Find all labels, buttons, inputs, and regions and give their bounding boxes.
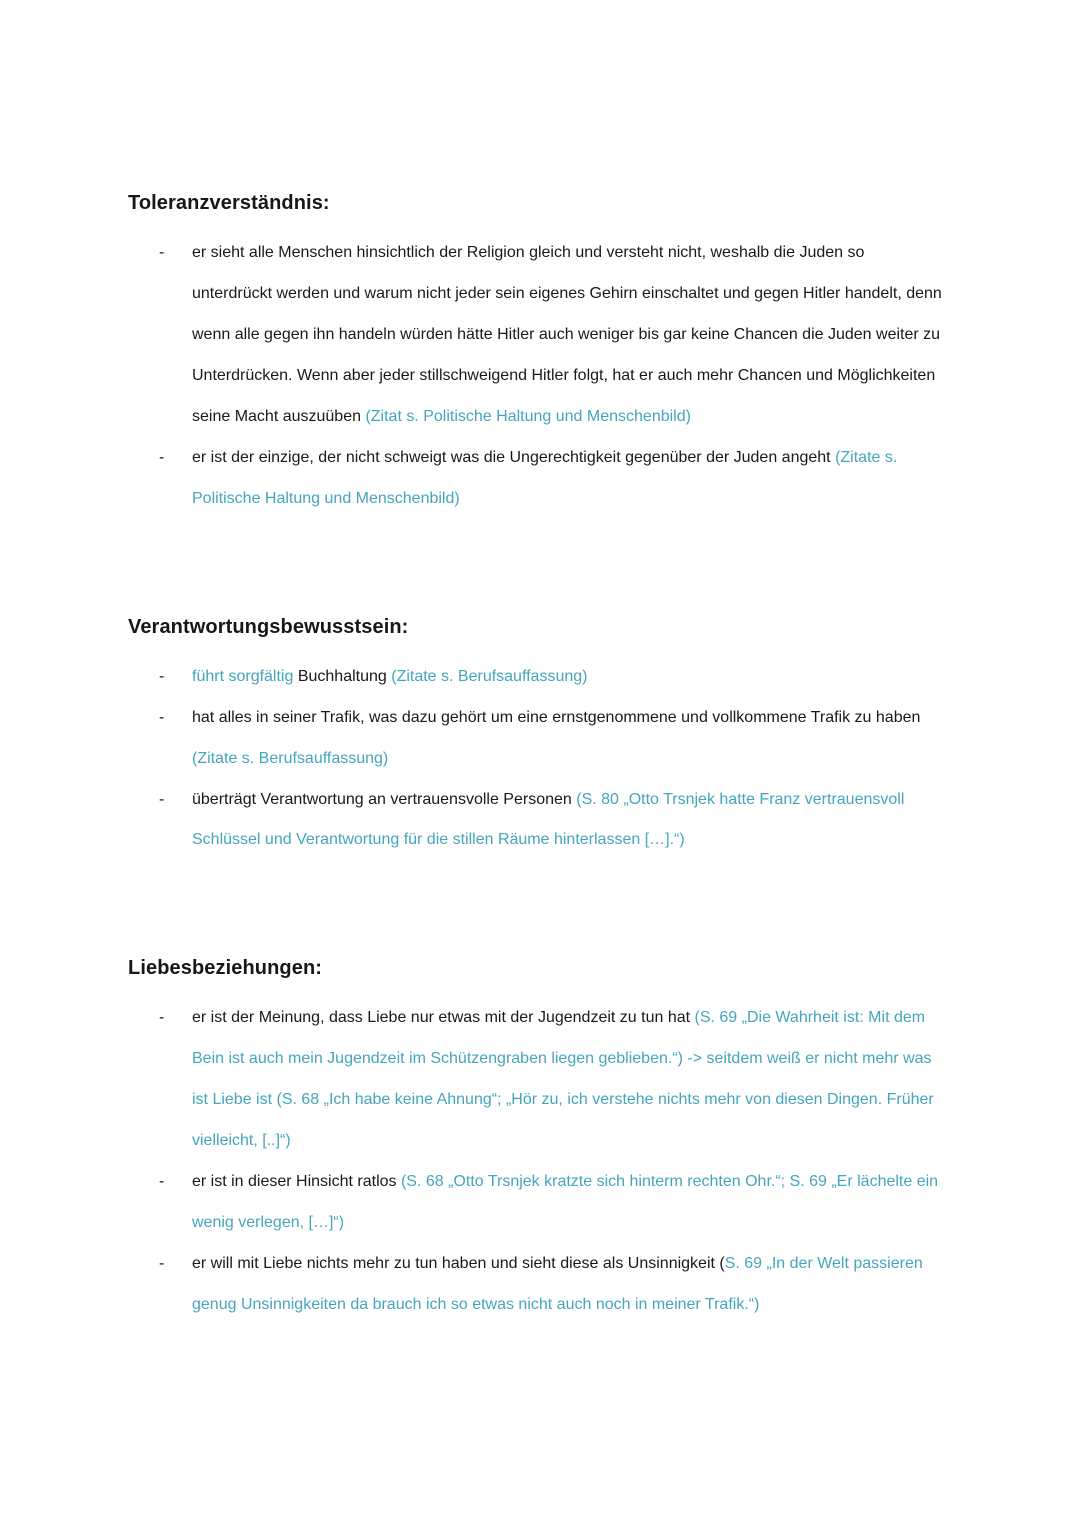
item-text <box>192 657 948 698</box>
bullet-dash: - <box>159 1255 165 1273</box>
list-item <box>128 1244 948 1326</box>
bullet-list <box>128 233 948 520</box>
citation-text: (Zitate s. Politische Haltung und Menschenbild) <box>192 448 898 507</box>
list-item <box>128 698 948 780</box>
citation-text: (Zitate s. Berufsauffassung) <box>192 749 389 767</box>
citation-text: S. 69 „In der Welt passieren genug Unsinnigkeiten da brauch ich so etwas nicht auch noch in meiner Trafik.“) <box>192 1255 923 1314</box>
body-text: überträgt Verantwortung an vertrauensvolle Personen <box>192 790 577 808</box>
list-item <box>128 657 948 698</box>
bullet-list <box>128 998 948 1326</box>
item-text <box>192 780 948 862</box>
section-toleranzverstaendnis <box>128 192 948 520</box>
bullet-dash: - <box>159 448 165 466</box>
body-text: er ist der Meinung, dass Liebe nur etwas mit der Jugendzeit zu tun hat <box>192 1009 695 1027</box>
item-text <box>192 698 948 780</box>
body-text: hat alles in seiner Trafik, was dazu gehört um eine ernstgenommene und vollkommene Trafik zu haben <box>192 708 921 726</box>
body-text: er sieht alle Menschen hinsichtlich der Religion gleich und versteht nicht, weshalb die Juden so unterdrückt werden und warum nicht jeder sein eigenes Gehirn einschaltet und gegen Hitler handelt, denn wenn alle gegen ihn handeln würden hätte Hitler auch weniger bis gar keine Chancen die Juden weiter zu Unterdrücken. Wenn aber jeder stillschweigend Hitler folgt, hat er auch mehr Chancen und Möglichkeiten seine Macht auszuüben <box>192 244 942 425</box>
bullet-dash: - <box>159 708 165 726</box>
document-sections <box>128 192 948 1326</box>
citation-text: (Zitate s. Berufsauffassung) <box>391 667 588 685</box>
citation-text: (S. 69 „Die Wahrheit ist: Mit dem Bein ist auch mein Jugendzeit im Schützengraben liegen geblieben.“) -> seitdem weiß er nicht mehr was ist Liebe ist (S. 68 „Ich habe keine Ahnung“; „Hör zu, ich verstehe nichts mehr von diesen Dingen. Früher vielleicht, [..]“) <box>192 1009 934 1150</box>
body-text: er ist in dieser Hinsicht ratlos <box>192 1173 401 1191</box>
body-text: er ist der einzige, der nicht schweigt was die Ungerechtigkeit gegenüber der Juden angeht <box>192 448 836 466</box>
body-text: Buchhaltung <box>297 667 392 685</box>
list-item <box>128 998 948 1162</box>
bullet-dash: - <box>159 667 165 685</box>
list-item <box>128 233 948 438</box>
section-liebesbeziehungen <box>128 957 948 1326</box>
item-text <box>192 1244 948 1326</box>
list-item <box>128 780 948 862</box>
citation-text: (S. 80 „Otto Trsnjek hatte Franz vertrauensvoll Schlüssel und Verantwortung für die stillen Räume hinterlassen […].“) <box>192 790 905 849</box>
list-item <box>128 438 948 520</box>
bullet-dash: - <box>159 1009 165 1027</box>
bullet-list <box>128 657 948 862</box>
section-heading: Verantwortungsbewusstsein: <box>128 615 409 638</box>
item-text <box>192 438 948 520</box>
body-text: er will mit Liebe nichts mehr zu tun haben und sieht diese als Unsinnigkeit ( <box>192 1255 725 1273</box>
section-heading: Toleranzverständnis: <box>128 192 330 214</box>
item-text <box>192 998 948 1162</box>
bullet-dash: - <box>159 790 165 808</box>
citation-text: (S. 68 „Otto Trsnjek kratzte sich hinterm rechten Ohr.“; S. 69 „Er lächelte ein wenig verlegen, […]“) <box>192 1173 939 1232</box>
citation-text: (Zitat s. Politische Haltung und Menschenbild) <box>365 407 691 425</box>
section-heading: Liebesbeziehungen: <box>128 957 323 980</box>
item-text <box>192 233 948 438</box>
bullet-dash: - <box>159 1173 165 1191</box>
bullet-dash: - <box>159 244 165 261</box>
citation-text: führt sorgfältig <box>192 667 298 685</box>
item-text <box>192 1162 948 1244</box>
section-verantwortungsbewusstsein <box>128 616 948 862</box>
list-item <box>128 1162 948 1244</box>
